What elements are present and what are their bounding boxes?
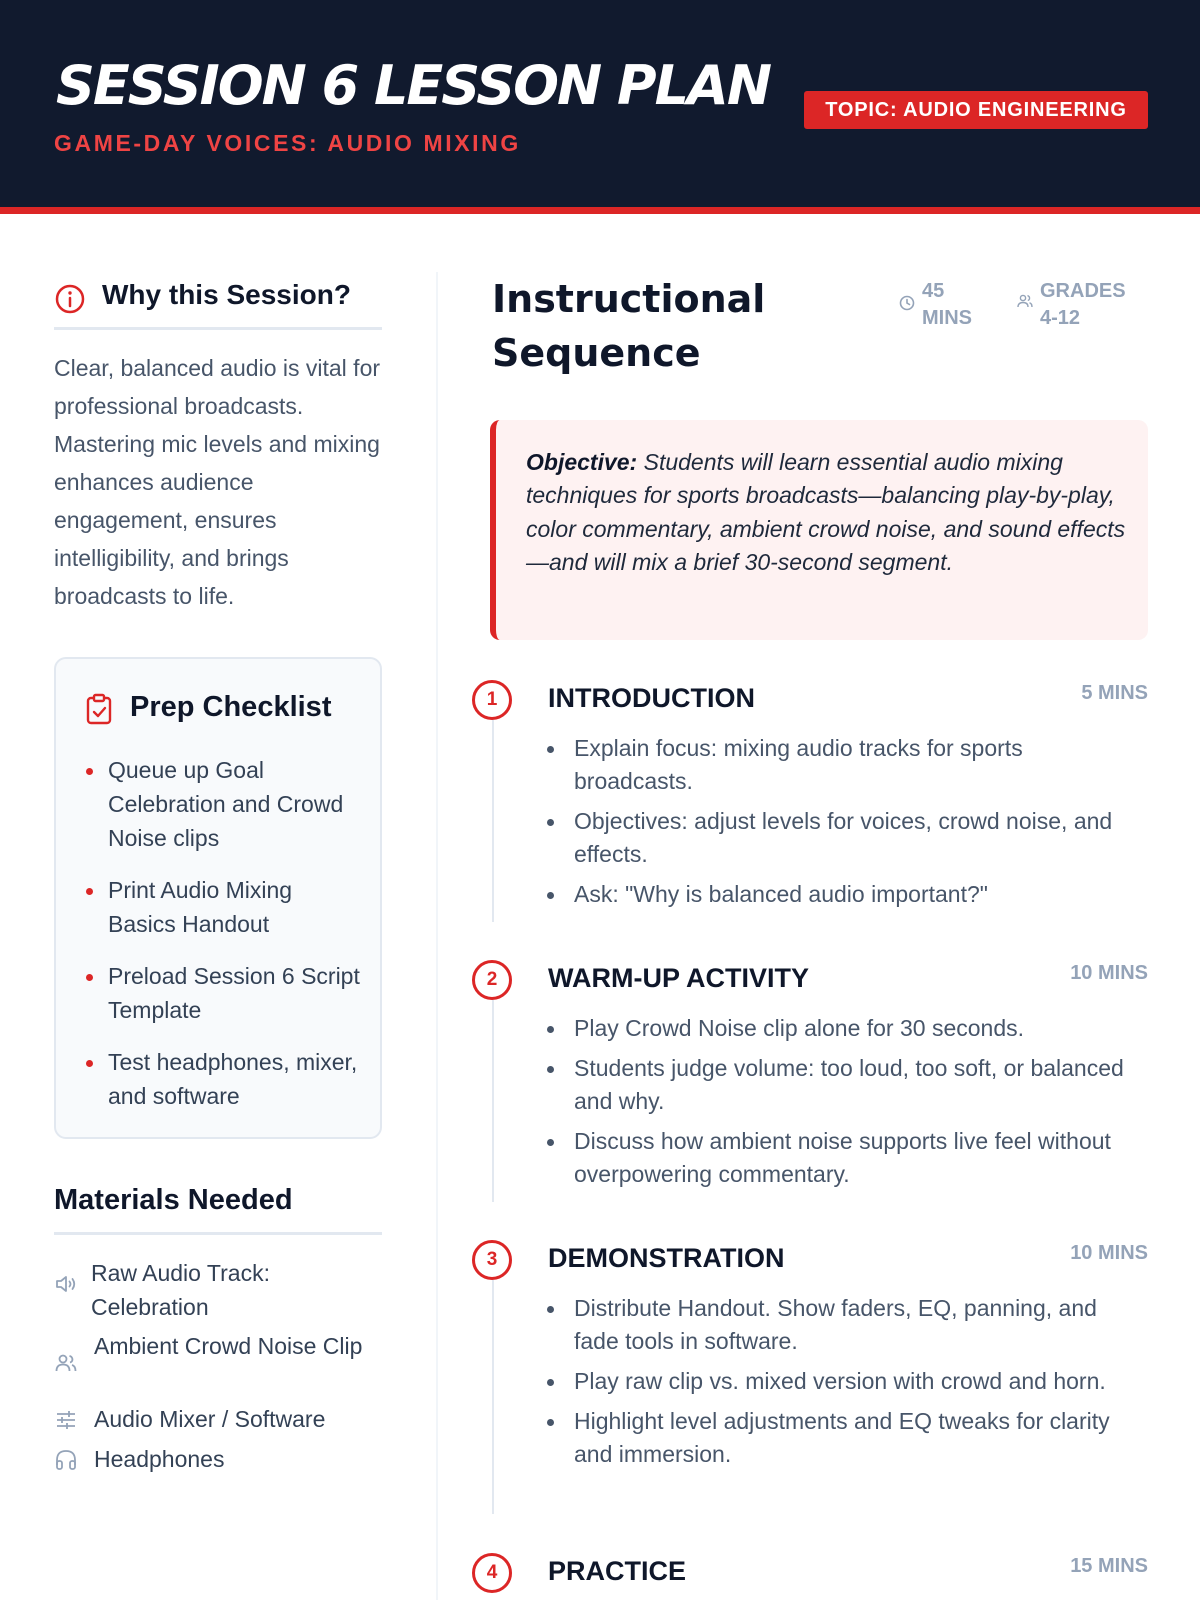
- step-duration: 10 MINS: [1070, 962, 1148, 984]
- step-title: DEMONSTRATION: [548, 1243, 785, 1273]
- step-bullet: Play raw clip vs. mixed version with crowd and horn.: [574, 1365, 1144, 1398]
- step-bullet: Explain focus: mixing audio tracks for sports broadcasts.: [574, 732, 1144, 798]
- material-item: [54, 1329, 384, 1363]
- material-label: Audio Mixer / Software: [94, 1406, 326, 1432]
- sequence-title: Instructional Sequence: [492, 277, 766, 375]
- sequence-step: [472, 680, 1148, 920]
- checklist-item: Preload Session 6 Script Template: [108, 959, 364, 1027]
- objective-text: [526, 446, 1126, 580]
- topic-badge: TOPIC: AUDIO ENGINEERING: [804, 91, 1148, 129]
- prep-checklist: [54, 657, 382, 1139]
- objective-callout: [490, 420, 1148, 640]
- step-bullets: [574, 1012, 1144, 1198]
- material-item: [54, 1256, 384, 1324]
- step-number: 1: [472, 680, 512, 720]
- why-heading: Why this Session?: [102, 279, 351, 310]
- duration-meta: [898, 278, 994, 332]
- step-title: PRACTICE: [548, 1556, 687, 1586]
- checklist-heading: Prep Checklist: [130, 691, 332, 723]
- step-bullets: [574, 1292, 1144, 1478]
- grades-meta: [1016, 278, 1126, 332]
- info-icon: [54, 283, 86, 315]
- objective-body: Students will learn essential audio mixing techniques for sports broadcasts—balancing play-by-play, color commentary, ambient crowd noise, and sound effects—and will mix a brief 30-second segment.: [526, 449, 1126, 576]
- speaker-icon: [54, 1272, 78, 1296]
- step-bullet: Play Crowd Noise clip alone for 30 seconds.: [574, 1012, 1144, 1045]
- column-divider: [436, 272, 438, 1600]
- step-bullet: Distribute Handout. Show faders, EQ, panning, and fade tools in software.: [574, 1292, 1144, 1358]
- step-title: INTRODUCTION: [548, 683, 755, 713]
- page-title: SESSION 6 LESSON PLAN: [56, 54, 771, 117]
- step-bullet: Highlight level adjustments and EQ tweaks for clarity and immersion.: [574, 1405, 1144, 1471]
- material-label: Headphones: [94, 1446, 225, 1472]
- why-text: Clear, balanced audio is vital for professional broadcasts. Mastering mic levels and mixing enhances audience engagement, ensures intelligibility, and brings broadcasts to life.: [54, 355, 381, 609]
- material-item: [54, 1442, 384, 1476]
- sequence-step: [472, 1240, 1148, 1510]
- headphones-icon: [54, 1448, 78, 1472]
- step-bullets: [574, 732, 1144, 918]
- duration-label: 45 MINS: [922, 280, 972, 329]
- step-number: 4: [472, 1553, 512, 1593]
- clipboard-check-icon: [84, 693, 114, 725]
- clock-icon: [898, 294, 916, 312]
- checklist-item: Test headphones, mixer, and software: [108, 1045, 364, 1113]
- step-bullet: Discuss how ambient noise supports live feel without overpowering commentary.: [574, 1125, 1144, 1191]
- step-number: 2: [472, 960, 512, 1000]
- step-bullet: Students judge volume: too loud, too soft, or balanced and why.: [574, 1052, 1144, 1118]
- materials-heading: Materials Needed: [54, 1184, 293, 1216]
- checklist-list: [108, 753, 364, 1131]
- why-section-header: [54, 275, 382, 330]
- step-duration: 5 MINS: [1081, 682, 1148, 704]
- objective-label: Objective:: [526, 449, 638, 475]
- material-label: Raw Audio Track: Celebration: [91, 1260, 270, 1320]
- sliders-icon: [54, 1408, 78, 1432]
- step-bullet: Ask: "Why is balanced audio important?": [574, 878, 1144, 911]
- checklist-item: Queue up Goal Celebration and Crowd Noise clips: [108, 753, 364, 855]
- materials-section-header: [54, 1180, 382, 1235]
- page-header: [0, 0, 1200, 214]
- users-icon: [1016, 292, 1034, 310]
- grades-label: GRADES 4-12: [1040, 280, 1126, 329]
- page-subtitle: GAME-DAY VOICES: AUDIO MIXING: [54, 130, 521, 156]
- material-item: [54, 1402, 384, 1436]
- material-label: Ambient Crowd Noise Clip: [94, 1333, 363, 1359]
- users-icon: [54, 1351, 78, 1375]
- step-number: 3: [472, 1240, 512, 1280]
- step-duration: 10 MINS: [1070, 1242, 1148, 1264]
- sequence-step: [472, 1553, 1148, 1598]
- step-bullet: Objectives: adjust levels for voices, crowd noise, and effects.: [574, 805, 1144, 871]
- sequence-step: [472, 960, 1148, 1200]
- step-duration: 15 MINS: [1070, 1555, 1148, 1577]
- checklist-item: Print Audio Mixing Basics Handout: [108, 873, 364, 941]
- step-title: WARM-UP ACTIVITY: [548, 963, 809, 993]
